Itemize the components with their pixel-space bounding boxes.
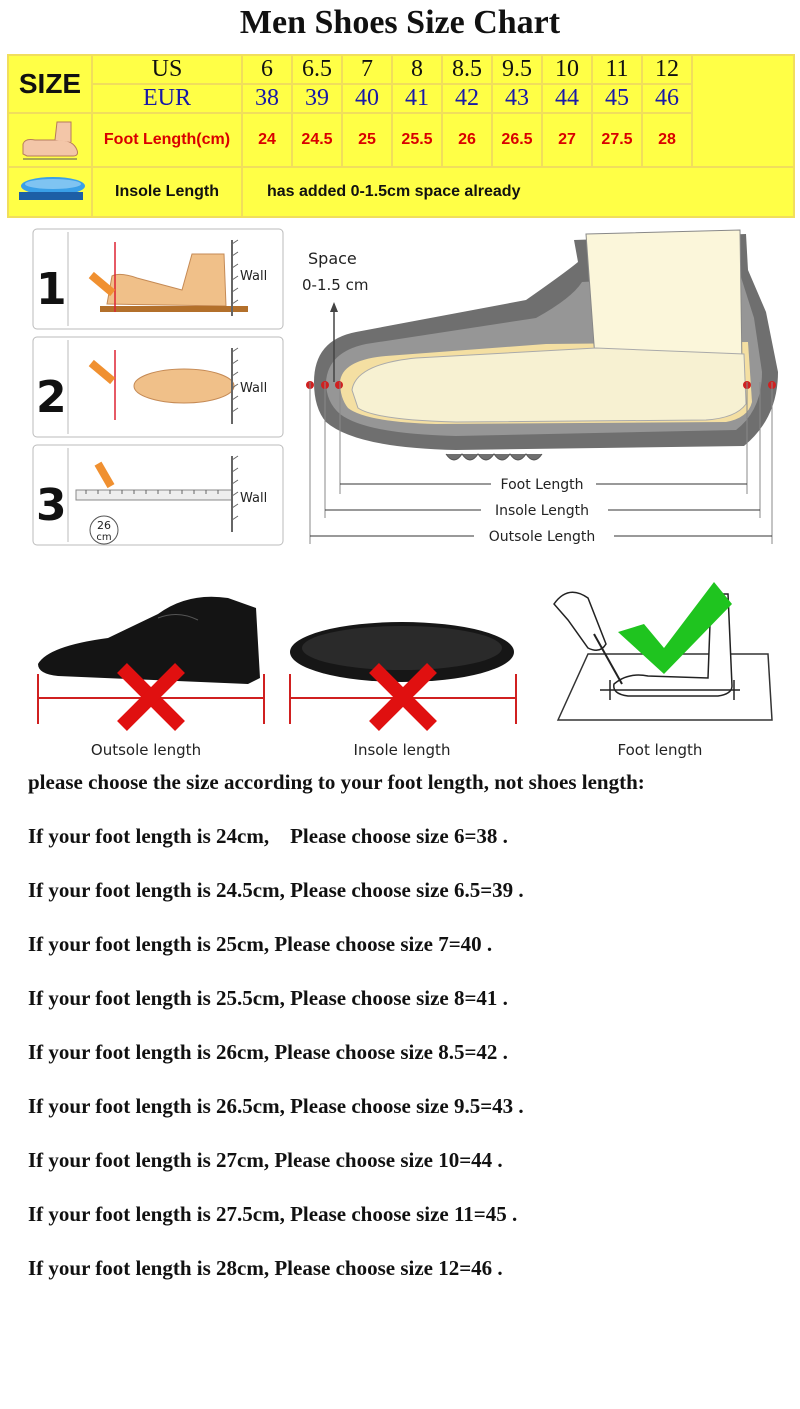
instruction-line: If your foot length is 26.5cm, Please choose size 9.5=43 . [28,1094,524,1118]
eur-label: EUR [92,84,242,113]
instruction-line: If your foot length is 27cm, Please choose size 10=44 . [28,1148,503,1172]
insole-example [290,622,516,759]
wall-label: Wall [240,381,268,396]
eur-size: 39 [292,84,342,113]
shoe-section-diagram [296,222,786,554]
eur-size: 40 [342,84,392,113]
foot-length-cell: 27 [542,113,592,167]
us-size: 8.5 [442,55,492,84]
step-number: 2 [36,372,67,423]
foot-example [554,582,772,759]
insole-caption: Insole length [353,741,451,759]
step-number: 3 [36,480,67,531]
step-3-panel [33,445,283,545]
size-header: SIZE [18,68,82,99]
eur-size: 43 [492,84,542,113]
size-corner [8,55,92,113]
insole-icon-cell [8,167,92,217]
foot-length-diagram-label: Foot Length [500,477,584,493]
comparison-row [28,574,778,764]
foot-length-cell: 26 [442,113,492,167]
us-label: US [92,55,242,84]
page-title: Men Shoes Size Chart [239,4,561,41]
us-size: 9.5 [492,55,542,84]
size-table [7,54,795,218]
wall-label: Wall [240,491,268,506]
foot-length-cell: 24.5 [292,113,342,167]
step-number: 1 [36,264,67,315]
foot-length-cell: 25.5 [392,113,442,167]
us-size: 12 [642,55,692,84]
us-size: 7 [342,55,392,84]
measuring-steps [32,228,284,548]
eur-size: 41 [392,84,442,113]
insole-icon [13,172,87,208]
us-size: 11 [592,55,642,84]
space-label: Space [308,249,357,268]
eur-size: 38 [242,84,292,113]
wall-label: Wall [240,269,268,284]
instruction-line: If your foot length is 24cm, Please choose size 6=38 . [28,824,508,848]
foot-caption: Foot length [617,741,703,759]
outsole-length-diagram-label: Outsole Length [488,529,596,545]
ruler-unit: cm [96,532,112,543]
eur-size: 45 [592,84,642,113]
us-size: 6 [242,55,292,84]
foot-length-cell: 27.5 [592,113,642,167]
foot-length-cell: 25 [342,113,392,167]
instruction-line: If your foot length is 26cm, Please choose size 8.5=42 . [28,1040,508,1064]
instruction-line: If your foot length is 25cm, Please choose size 7=40 . [28,932,493,956]
step-2-panel [33,337,283,437]
foot-length-cell: 24 [242,113,292,167]
eur-size: 42 [442,84,492,113]
insole-length-diagram-label: Insole Length [494,503,590,519]
outsole-example [38,597,264,759]
foot-length-label: Foot Length(cm) [92,113,242,167]
blank-cell [692,55,794,167]
foot-length-cell: 26.5 [492,113,542,167]
instruction-line: If your foot length is 28cm, Please choose size 12=46 . [28,1256,503,1280]
foot-side-icon [15,114,85,162]
size-instructions [28,768,798,1308]
instruction-line: If your foot length is 24.5cm, Please choose size 6.5=39 . [28,878,524,902]
insole-length-label: Insole Length [92,167,242,217]
space-range: 0-1.5 cm [302,276,369,294]
outsole-caption: Outsole length [90,741,202,759]
us-size: 8 [392,55,442,84]
insole-note: has added 0-1.5cm space already [242,167,794,217]
us-size: 6.5 [292,55,342,84]
instructions-intro: please choose the size according to your foot length, not shoes length: [28,770,645,794]
instruction-line: If your foot length is 25.5cm, Please choose size 8=41 . [28,986,508,1010]
eur-size: 44 [542,84,592,113]
instruction-line: If your foot length is 27.5cm, Please choose size 11=45 . [28,1202,518,1226]
foot-icon-cell [8,113,92,167]
ruler-value: 26 [97,519,111,532]
eur-size: 46 [642,84,692,113]
step-1-panel [33,229,283,329]
foot-length-cell: 28 [642,113,692,167]
us-size: 10 [542,55,592,84]
